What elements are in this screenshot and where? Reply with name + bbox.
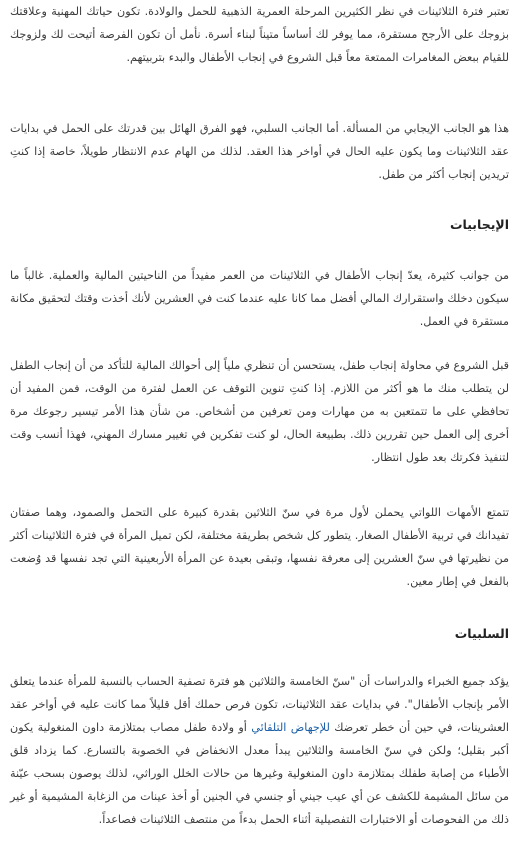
balance-paragraph: هذا هو الجانب الإيجابي من المسألة. أما الجانب السلبي، فهو الفرق الهائل بين قدرتك على الحمل في بدايات عقد الثلاثينات وما يكون عليه الحال في أواخر هذا العقد. لذلك من الهام عدم الانتظار طويلاً، خاصة إذا كنتِ تريدين إنجاب أكثر من طفل.: [10, 122, 509, 181]
cons-text-after-link: أو ولادة طفل مصاب بمتلازمة داون المنغولية يكون أكبر بقليل؛ ولكن في سنّ الخامسة والثلاثين يبدأ معدل الانخفاض في الخصوبة بالتسارع. كما يزداد قلق الأطباء من إصابة طفلك بمتلازمة داون المنغولية وغيرها من حالات الخلل الوراثي، لذلك يوصون بسحب عيّنة من سائل المشيمة للكشف عن أي عيب جيني أو جنسي في الجنين أو أخذ عينات من الزغابة المشيمية أو غير ذلك من الفحوصات أو الاختبارات التفصيلية أثناء الحمل بدءاً من منتصف الثلاثينات فصاعداً.: [10, 721, 509, 826]
miscarriage-link[interactable]: للإجهاض التلقائي: [251, 721, 330, 734]
cons-paragraph-fertility: [10, 670, 509, 831]
intro-paragraph: تعتبر فترة الثلاثينات في نظر الكثيرين المرحلة العمرية الذهبية للحمل والولادة. تكون حياتك المهنية وعلاقتك بزوجك على الأرجح مستقرة، مما يوفر لك أساساً متيناً لبناء أسرة. نأمل أن تكون الفرصة أتيحت لك ولزوجك للقيام ببعض المغامرات الممتعة معاً قبل الشروع في إنجاب الأطفال والبدء بتربيتهم.: [10, 5, 509, 64]
cons-text-before-link: يؤكد جميع الخبراء والدراسات أن "سنّ الخامسة والثلاثين هو فترة تصفية الحساب بالنسبة للمرأة عندما يتعلق الأمر بإنجاب الأطفال". في بدايات عقد الثلاثينات، تكون فرص حملك أقل قليلاً مما كانت عليه في أواخر عقد العشرينات، في حين أن خطر تعرضك: [10, 675, 509, 734]
pros-paragraph-resilience: تتمتع الأمهات اللواتي يحملن لأول مرة في سنّ الثلاثين بقدرة كبيرة على التحمل والصمود، وهما صفتان تفيدانك في تربية الأطفال الصغار. يتطور كل شخص بطريقة مختلفة، لكن تميل المرأة في فترة الثلاثينات أكثر من نظيرتها في سنّ العشرين إلى معرفة نفسها، وتبقى بعيدة عن المرأة الأربعينية التي تجد نفسها قد وُضعت بالفعل في إطار معين.: [10, 506, 509, 588]
pros-heading: الإيجابيات: [449, 217, 509, 232]
pros-paragraph-financial: من جوانب كثيرة، يعدّ إنجاب الأطفال في الثلاثينات من العمر مفيداً من الناحيتين المالية والعملية. غالباً ما سيكون دخلك واستقرارك المالي أفضل مما كانا عليه عندما كنت في العشرين لأنك أخذت وقتك لتحقيق مكانة مستقرة في العمل.: [10, 269, 509, 328]
pros-paragraph-career: قبل الشروع في محاولة إنجاب طفل، يستحسن أن تنظري ملياً إلى أحوالك المالية للتأكد من أن إنجاب الطفل لن يتطلب منك ما هو أكثر من اللازم. إذا كنتِ تنوين التوقف عن العمل لفترة من الوقت، فمن المفيد أن تحافظي على ما تتمتعين به من مهارات ومن تعرفين من أشخاص. من شأن هذا الأمر تيسير رجوعك مرة أخرى إلى العمل حين تقررين ذلك. بطبيعة الحال، لو كنت تفكرين في تغيير مسارك المهني، فهذا أنسب وقت لتنفيذ فكرتك بعد طول انتظار.: [10, 359, 509, 464]
cons-heading: السلبيات: [454, 626, 509, 641]
